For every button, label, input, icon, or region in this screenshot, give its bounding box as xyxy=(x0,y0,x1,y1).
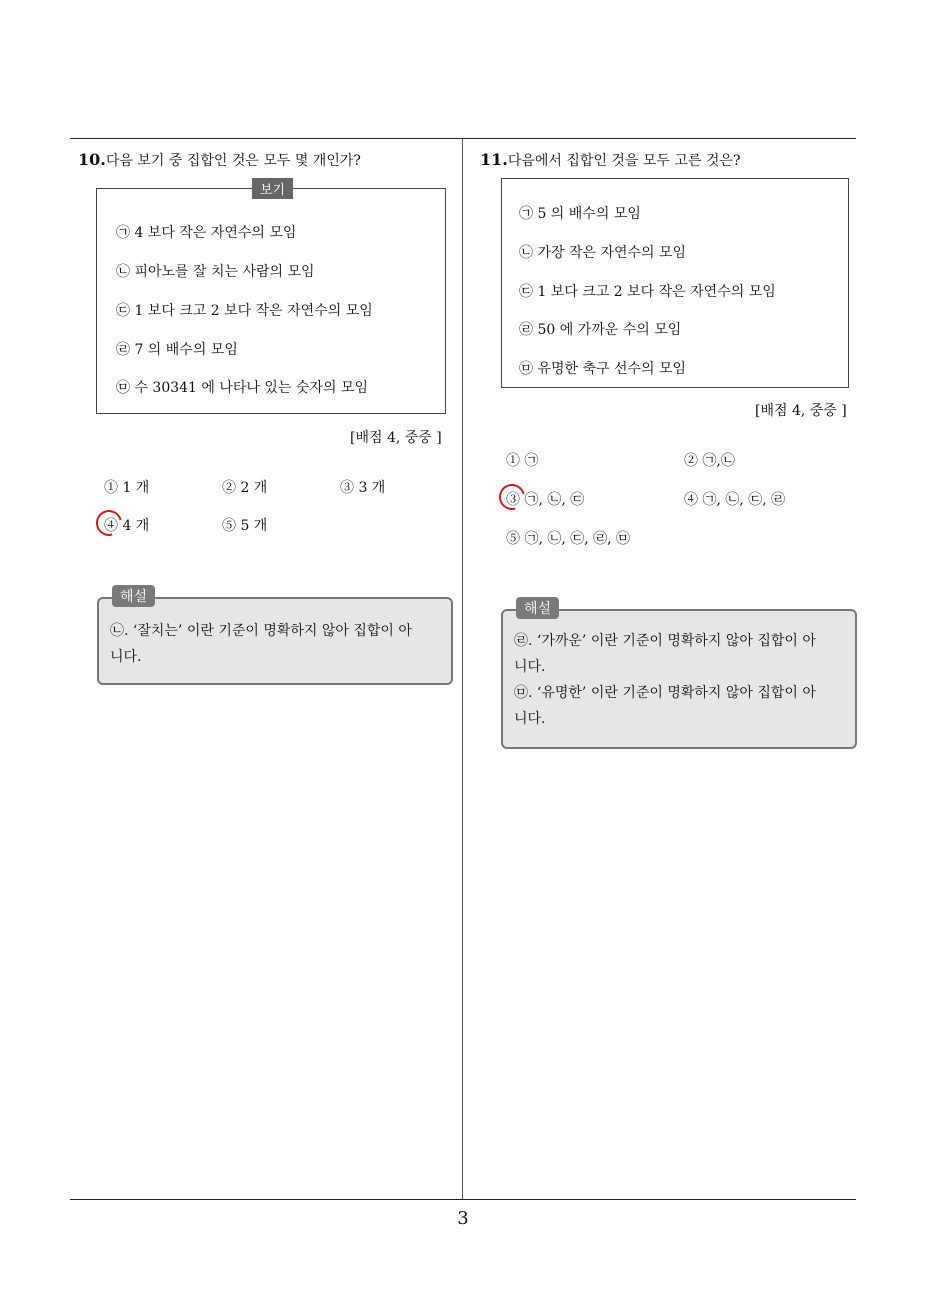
question-text: 다음 보기 중 집합인 것은 모두 몇 개인가? xyxy=(105,153,361,169)
choice-1[interactable]: ① 1 개 xyxy=(104,480,150,496)
choice-3[interactable]: ③ ㉠, ㉡, ㉢ xyxy=(506,492,585,508)
question-11-title xyxy=(480,150,740,170)
explanation-line: 니다. xyxy=(110,649,142,665)
question-number: 10. xyxy=(78,150,106,169)
explanation-line: ㉣. ‘가까운’ 이란 기준이 명확하지 않아 집합이 아 xyxy=(514,633,816,649)
question-number: 11. xyxy=(480,150,508,169)
explanation-line: ㉡. ‘잘치는’ 이란 기준이 명확하지 않아 집합이 아 xyxy=(110,623,412,639)
explanation-text xyxy=(110,618,446,670)
bogi-item: ㉠ 4 보다 작은 자연수의 모임 xyxy=(116,225,297,241)
item: ㉤ 유명한 축구 선수의 모임 xyxy=(519,361,687,377)
choice-1[interactable]: ① ㉠ xyxy=(506,453,539,469)
explanation-line: ㉤. ‘유명한’ 이란 기준이 명확하지 않아 집합이 아 xyxy=(514,685,816,701)
answer-mark-circle xyxy=(91,505,127,541)
item: ㉡ 가장 작은 자연수의 모임 xyxy=(519,245,687,261)
top-rule xyxy=(70,138,856,139)
question-text: 다음에서 집합인 것을 모두 고른 것은? xyxy=(507,153,741,169)
bogi-item: ㉡ 피아노를 잘 치는 사람의 모임 xyxy=(116,264,315,280)
explanation-text xyxy=(514,628,850,732)
choice-5[interactable]: ⑤ 5 개 xyxy=(222,518,268,534)
choice-3[interactable]: ③ 3 개 xyxy=(340,480,386,496)
choice-2[interactable]: ② ㉠,㉡ xyxy=(684,453,735,469)
explanation-line: 니다. xyxy=(514,711,546,727)
item: ㉣ 50 에 가까운 수의 모임 xyxy=(519,322,682,338)
question-10-title xyxy=(78,150,361,170)
score-label: [배점 4, 중중 ] xyxy=(755,403,847,419)
answer-mark-circle xyxy=(494,479,530,515)
bogi-item: ㉢ 1 보다 크고 2 보다 작은 자연수의 모임 xyxy=(116,303,373,319)
choice-4[interactable]: ④ 4 개 xyxy=(104,518,150,534)
item: ㉢ 1 보다 크고 2 보다 작은 자연수의 모임 xyxy=(519,284,776,300)
explanation-line: 니다. xyxy=(514,659,546,675)
explanation-label: 해설 xyxy=(112,585,155,607)
bogi-item: ㉤ 수 30341 에 나타나 있는 숫자의 모임 xyxy=(116,380,368,396)
explanation-label: 해설 xyxy=(516,597,559,619)
choice-5[interactable]: ⑤ ㉠, ㉡, ㉢, ㉣, ㉤ xyxy=(506,531,631,547)
bottom-rule xyxy=(70,1199,856,1200)
bogi-item: ㉣ 7 의 배수의 모임 xyxy=(116,342,238,358)
bogi-label: 보기 xyxy=(252,178,293,199)
score-label: [배점 4, 중중 ] xyxy=(350,430,442,446)
page-number: 3 xyxy=(457,1208,469,1229)
choice-2[interactable]: ② 2 개 xyxy=(222,480,268,496)
choice-4[interactable]: ④ ㉠, ㉡, ㉢, ㉣ xyxy=(684,492,786,508)
column-divider xyxy=(462,139,463,1199)
item: ㉠ 5 의 배수의 모임 xyxy=(519,206,641,222)
